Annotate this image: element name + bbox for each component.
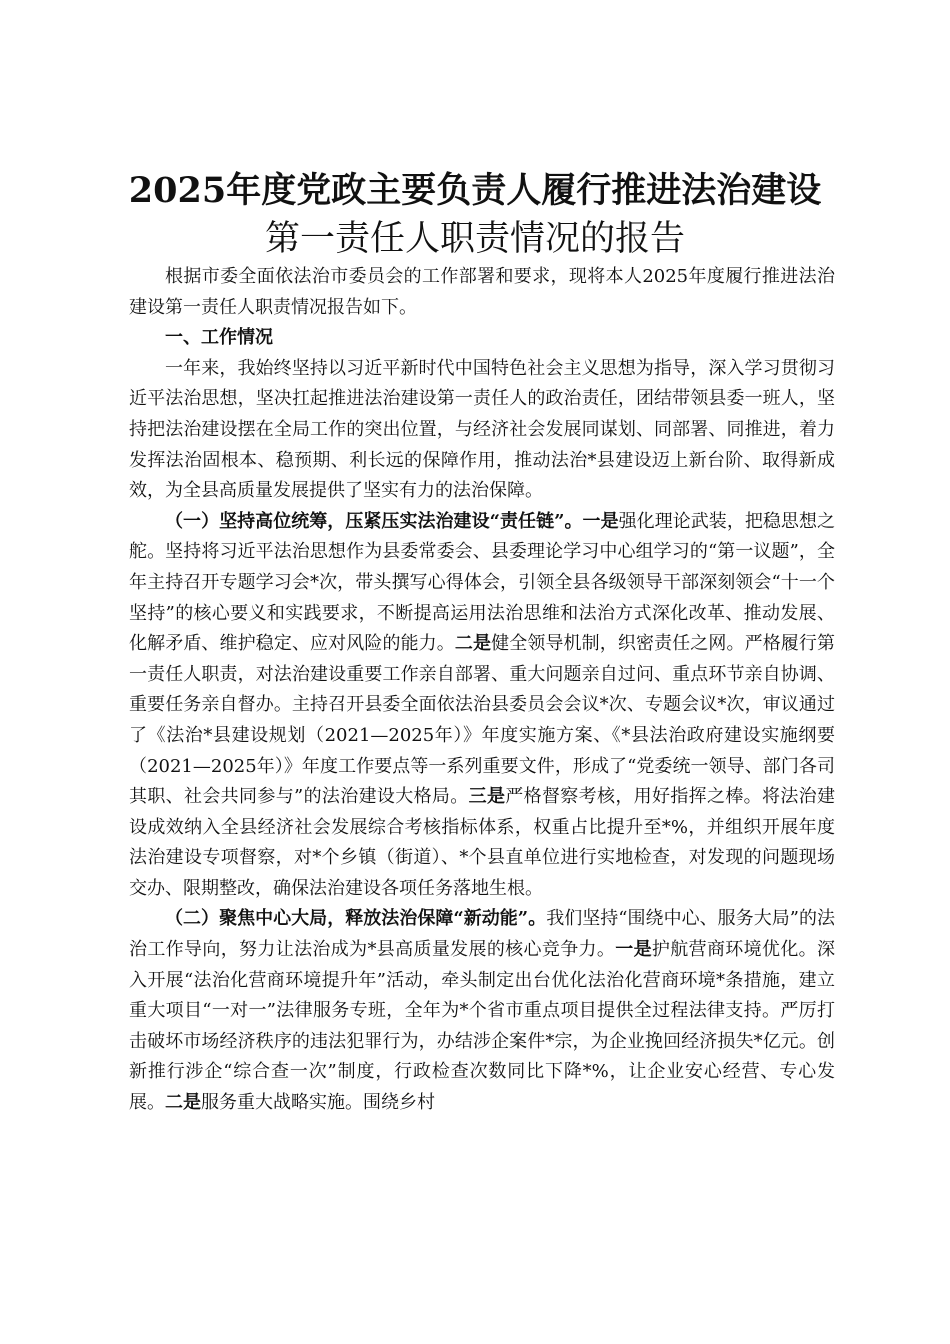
point-label-1: 一是 xyxy=(582,510,619,532)
point-text-2: 健全领导机制，织密责任之网。严格履行第一责任人职责，对法治建设重要工作亲自部署、重大问题亲自过问、重点环节亲自协调、重要任务亲自督办。主持召开县委全面依法治县委员会会议*次、专题会议*次，审议通过了《法治*县建设规划（2021—2025年）》年度实施方案、《*县法治政府建设实施纲要（2021—2025年）》年度工作要点等一系列重要文件，形成了“党委统一领导、部门各司其职、社会共同参与”的法治建设大格局。 xyxy=(129,633,836,808)
intro-paragraph: 根据市委全面依法治市委员会的工作部署和要求，现将本人2025年度履行推进法治建设第一责任人职责情况报告如下。 xyxy=(129,266,835,318)
section-heading-work: 一、工作情况 xyxy=(165,327,273,349)
document-body xyxy=(129,262,835,1119)
point-label-2: 二是 xyxy=(454,633,492,655)
momentum-point-text-1: 护航营商环境优化。深入开展“法治化营商环境提升年”活动，牵头制定出台优化法治化营商环境*条措施，建立重大项目“一对一”法律服务专班，全年为*个省市重点项目提供全过程法律支持。严厉打击破坏市场经济秩序的违法犯罪行为，办结涉企案件*宗，为企业挽回经济损失*亿元。创新推行涉企“综合查一次”制度，行政检查次数同比下降*%，让企业安心经营、专心发展。 xyxy=(129,939,835,1114)
subsection-momentum-paragraph xyxy=(129,904,835,1118)
document-title-line2: 第一责任人职责情况的报告 xyxy=(264,219,685,259)
document-title-line1: 2025年度党政主要负责人履行推进法治建设 xyxy=(128,170,822,211)
momentum-intro-text: 我们坚持“围绕中心、服务大局”的法治工作导向，努力让法治成为*县高质量发展的核心竞争力。 xyxy=(129,908,835,961)
subsection-heading-momentum: （二）聚焦中心大局，释放法治保障“新动能”。 xyxy=(165,908,547,930)
point-text-3: 严格督察考核，用好指挥之棒。将法治建设成效纳入全县经济社会发展综合考核指标体系，权重占比提升至*%，并组织开展年度法治建设专项督察，对*个乡镇（街道）、*个县直单位进行实地检查，对发现的问题现场交办、限期整改，确保法治建设各项任务落地生根。 xyxy=(129,786,836,899)
momentum-point-label-1: 一是 xyxy=(615,939,652,961)
section-overview-paragraph: 一年来，我始终坚持以习近平新时代中国特色社会主义思想为指导，深入学习贯彻习近平法治思想，坚决扛起推进法治建设第一责任人的政治责任，团结带领县委一班人，坚持把法治建设摆在全局工作的突出位置，与经济社会发展同谋划、同部署、同推进，着力发挥法治固根本、稳预期、利长远的保障作用，推动法治*县建设迈上新台阶、取得新成效，为全县高质量发展提供了坚实有力的法治保障。 xyxy=(129,357,835,502)
momentum-point-label-2: 二是 xyxy=(165,1092,201,1114)
momentum-point-text-2: 服务重大战略实施。围绕乡村 xyxy=(201,1092,435,1114)
subsection-heading-responsibility: （一）坚持高位统筹，压紧压实法治建设“责任链”。 xyxy=(165,510,583,532)
point-label-3: 三是 xyxy=(468,786,506,808)
point-text-1: 强化理论武装，把稳思想之舵。坚持将习近平法治思想作为县委常委会、县委理论学习中心组学习的“第一议题”，全年主持召开专题学习会*次，带头撰写心得体会，引领全县各级领导干部深刻领会“十一个坚持”的核心要义和实践要求，不断提高运用法治思维和法治方式深化改革、推动发展、化解矛盾、维护稳定、应对风险的能力。 xyxy=(129,510,836,655)
subsection-responsibility-paragraph xyxy=(129,507,835,905)
